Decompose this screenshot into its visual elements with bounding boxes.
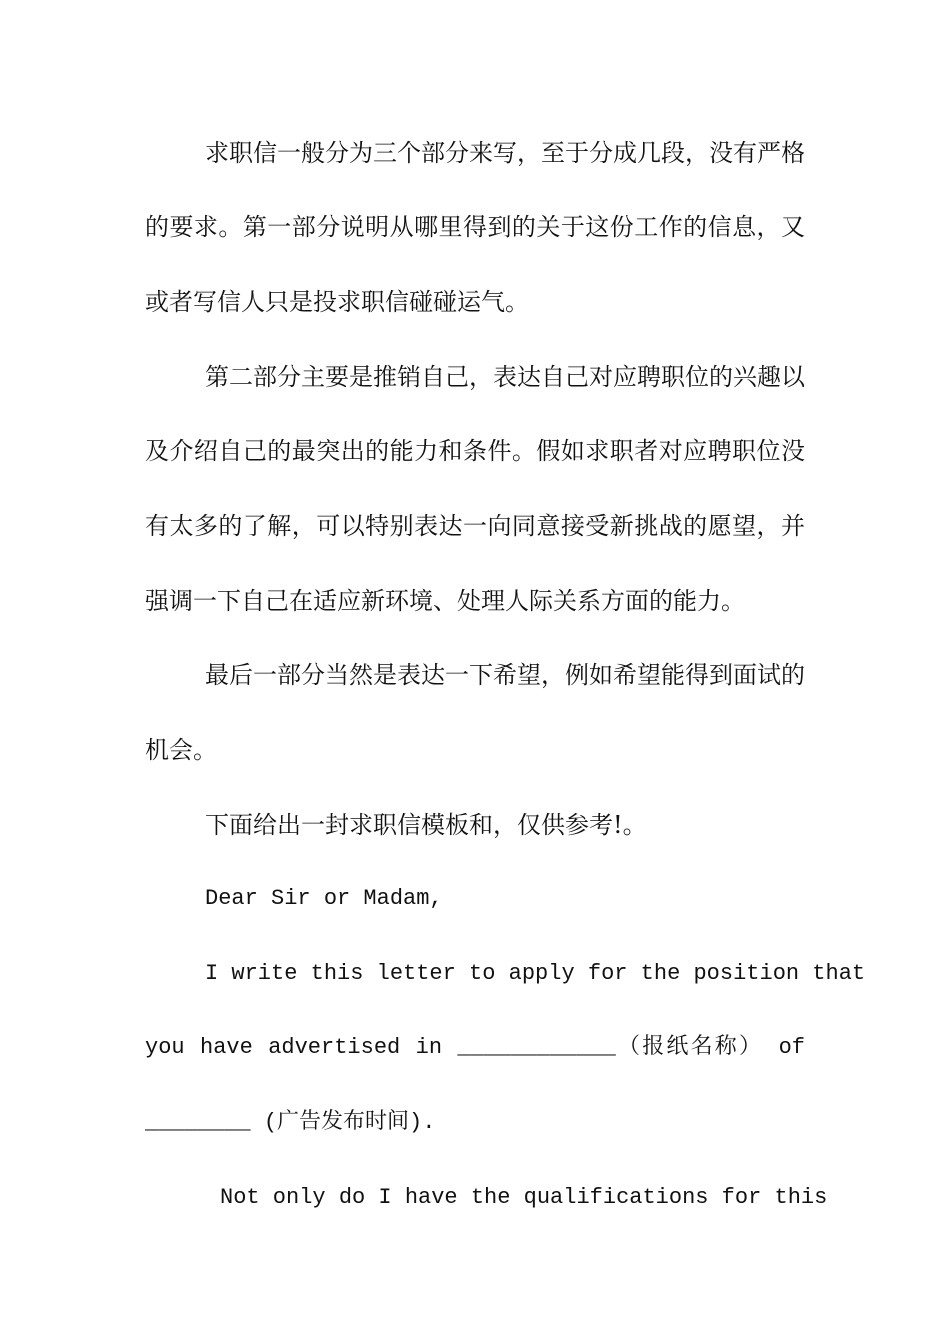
paragraph-1-line-2: 的要求。第一部分说明从哪里得到的关于这份工作的信息，又 <box>145 213 805 241</box>
paragraph-1-line-1: 求职信一般分为三个部分来写，至于分成几段，没有严格 <box>205 139 805 167</box>
letter-line-2: you have advertised in ____________（报纸名称） of <box>145 1035 805 1060</box>
paragraph-3-line-2: 机会。 <box>145 736 217 764</box>
letter-line-3: ________ (广告发布时间). <box>145 1110 436 1135</box>
paragraph-1-line-3: 或者写信人只是投求职信碰碰运气。 <box>145 288 529 316</box>
paragraph-2-line-3: 有太多的了解，可以特别表达一向同意接受新挑战的愿望，并 <box>145 512 805 540</box>
paragraph-2-line-2: 及介绍自己的最突出的能力和条件。假如求职者对应聘职位没 <box>145 437 805 465</box>
paragraph-2-line-1: 第二部分主要是推销自己，表达自己对应聘职位的兴趣以 <box>205 363 805 391</box>
paragraph-2-line-4: 强调一下自己在适应新环境、处理人际关系方面的能力。 <box>145 587 745 615</box>
letter-line-1: I write this letter to apply for the position that <box>205 961 866 986</box>
letter-line-4: Not only do I have the qualifications for this <box>220 1185 828 1210</box>
paragraph-3-line-1: 最后一部分当然是表达一下希望，例如希望能得到面试的 <box>205 661 805 689</box>
letter-salutation: Dear Sir or Madam, <box>205 886 443 911</box>
template-intro: 下面给出一封求职信模板和，仅供参考!。 <box>205 811 647 839</box>
